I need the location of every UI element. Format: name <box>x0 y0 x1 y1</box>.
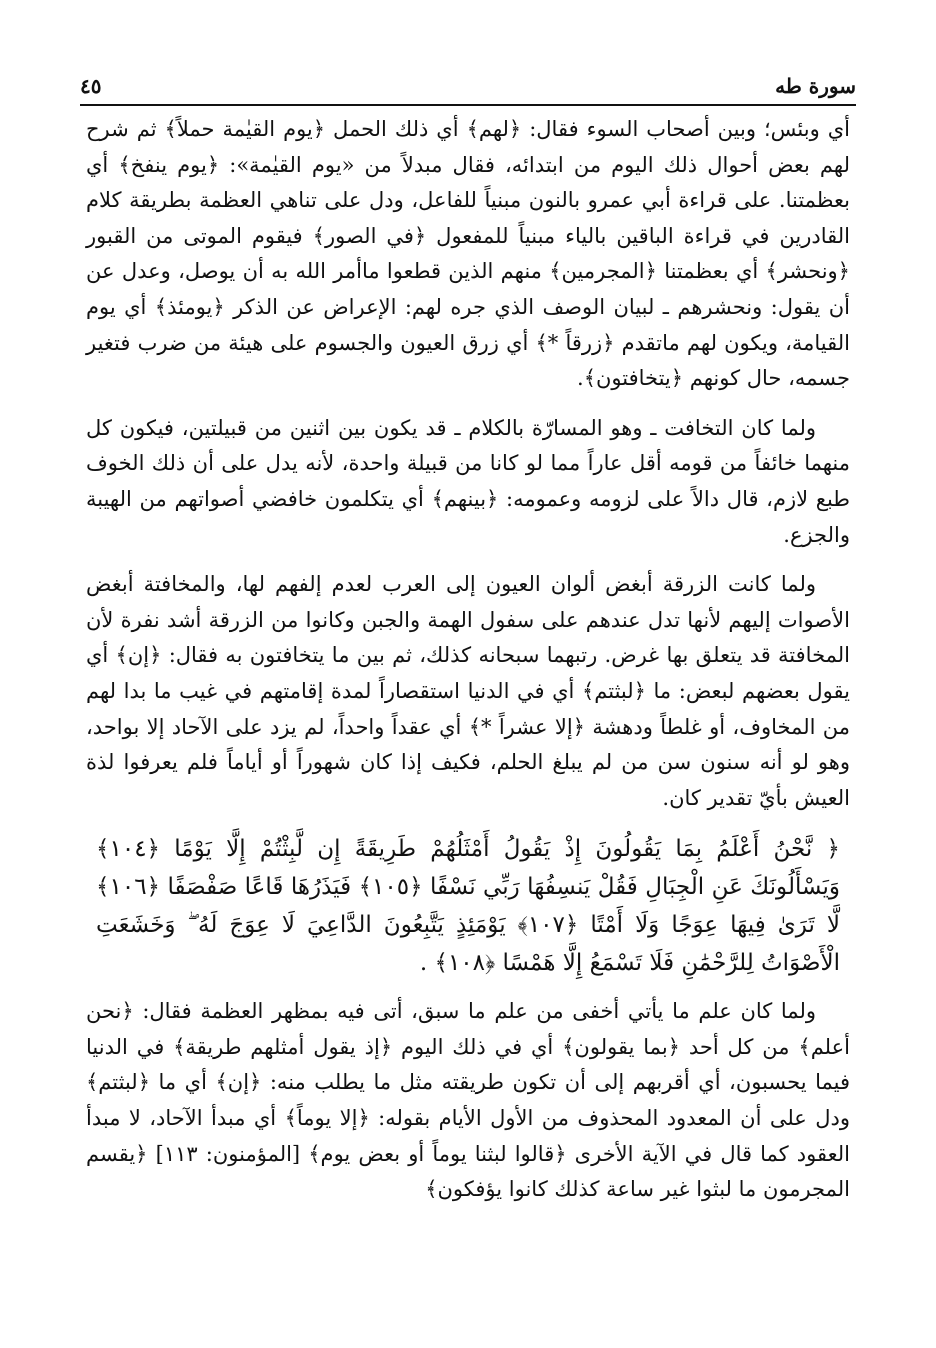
quran-verse-block: ﴿ نَّحْنُ أَعْلَمُ بِمَا يَقُولُونَ إِذْ يَقُولُ أَمْثَلُهُمْ طَرِيقَةً إِن لَّبِثْتُمْ إِلَّا يَوْمًا ﴿١٠٤﴾ وَيَسْأَلُونَكَ عَنِ الْجِبَالِ فَقُلْ يَنسِفُهَا رَبِّي نَسْفًا ﴿١٠٥﴾ فَيَذَرُهَا قَاعًا صَفْصَفًا ﴿١٠٦﴾ لَّا تَرَىٰ فِيهَا عِوَجًا وَلَا أَمْتًا ﴿١٠٧﴾ يَوْمَئِذٍ يَتَّبِعُونَ الدَّاعِيَ لَا عِوَجَ لَهُ ۖ وَخَشَعَتِ الْأَصْوَاتُ لِلرَّحْمَٰنِ فَلَا تَسْمَعُ إِلَّا هَمْسًا ﴿١٠٨﴾ . <box>96 836 840 977</box>
page-number: ٤٥ <box>80 74 102 98</box>
paragraph: أي وبئس؛ وبين أصحاب السوء فقال: ﴿لهم﴾ أي ذلك الحمل ﴿يوم القيٰمة حملاً﴾ ثم شرح لهم بعض أحوال ذلك اليوم من ابتدائه، فقال مبدلاً من «يوم القيٰمة»: ﴿يوم ينفخ﴾ أي بعظمتنا. على قراءة أبي عمرو بالنون مبنياً للفاعل، ودل على تناهي العظمة بطريقة كلام القادرين في قراءة الباقين بالياء مبنياً للمفعول ﴿في الصور﴾ فيقوم الموتى من القبور ﴿ونحشر﴾ أي بعظمتنا ﴿المجرمين﴾ منهم الذين قطعوا ماأمر الله به أن يوصل، وعدل عن أن يقول: ونحشرهم ـ لبيان الوصف الذي جره لهم: الإعراض عن الذكر ﴿يومئذ﴾ أي يوم القيامة، ويكون لهم ماتقدم ﴿زرقاً *﴾ أي زرق العيون والجسوم على هيئة من ضرب فتغير جسمه، حال كونهم ﴿يتخافتون﴾. <box>86 117 851 391</box>
page-header <box>80 58 856 98</box>
surah-title: سورة طه <box>775 74 856 98</box>
paragraph: ولما كان علم ما يأتي أخفى من علم ما سبق، أتى فيه بمظهر العظمة فقال: ﴿نحن أعلم﴾ من كل أحد ﴿بما يقولون﴾ أي في ذلك اليوم ﴿إذ يقول أمثلهم طريقة﴾ في الدنيا فيما يحسبون، أي أقربهم إلى أن تكون طريقته مثل ما يطلب منه: ﴿إن﴾ أي ما ﴿لبثتم﴾ودل على أن المعدود المحذوف من الأول الأيام بقوله: ﴿إلا يوماً﴾ أي مبدأ الآحاد، لا مبدأ العقود كما قال في الآية الأخرى ﴿قالوا لبثنا يوماً أو بعض يوم﴾ [المؤمنون: ١١٣] ﴿يقسم المجرمون ما لبثوا غير ساعة كذلك كانوا يؤفكون﴾ <box>86 999 850 1202</box>
header-rule <box>80 104 856 106</box>
paragraph: ولما كان التخافت ـ وهو المسارّة بالكلام ـ قد يكون بين اثنين من قبيلتين، فيكون كل منهما خائفاً من قومه أقل عاراً مما لو كانا من قبيلة واحدة، لأنه يدل على أن ذلك الخوف طبع لازم، قال دالاً على لزومه وعمومه: ﴿بينهم﴾ أي يتكلمون خافضي أصواتهم من الهيبة والجزع. <box>86 415 850 547</box>
page-body <box>86 112 850 1208</box>
paragraph: ولما كانت الزرقة أبغض ألوان العيون إلى العرب لعدم إلفهم لها، والمخافتة أبغض الأصوات إليهم لأنها تدل عندهم على سفول الهمة والجبن وكانوا من الزرقة أشد نفرة لأن المخافتة قد يتعلق بها غرض. رتبهما سبحانه كذلك، ثم بين ما يتخافتون به فقال: ﴿إن﴾ أي يقول بعضهم لبعض: ما ﴿لبثتم﴾ أي في الدنيا استقصاراً لمدة إقامتهم في غيب ما بدا لهم من المخاوف، أو غلطاً ودهشة ﴿إلا عشراً *﴾ أي عقداً واحداً، لم يزد على الآحاد إلا بواحد، وهو لو أنه سنون سن من لم يبلغ الحلم، فكيف إذا كان شهوراً أو أياماً فلم يعرفوا لذة العيش بأيّ تقدير كان. <box>86 572 850 810</box>
